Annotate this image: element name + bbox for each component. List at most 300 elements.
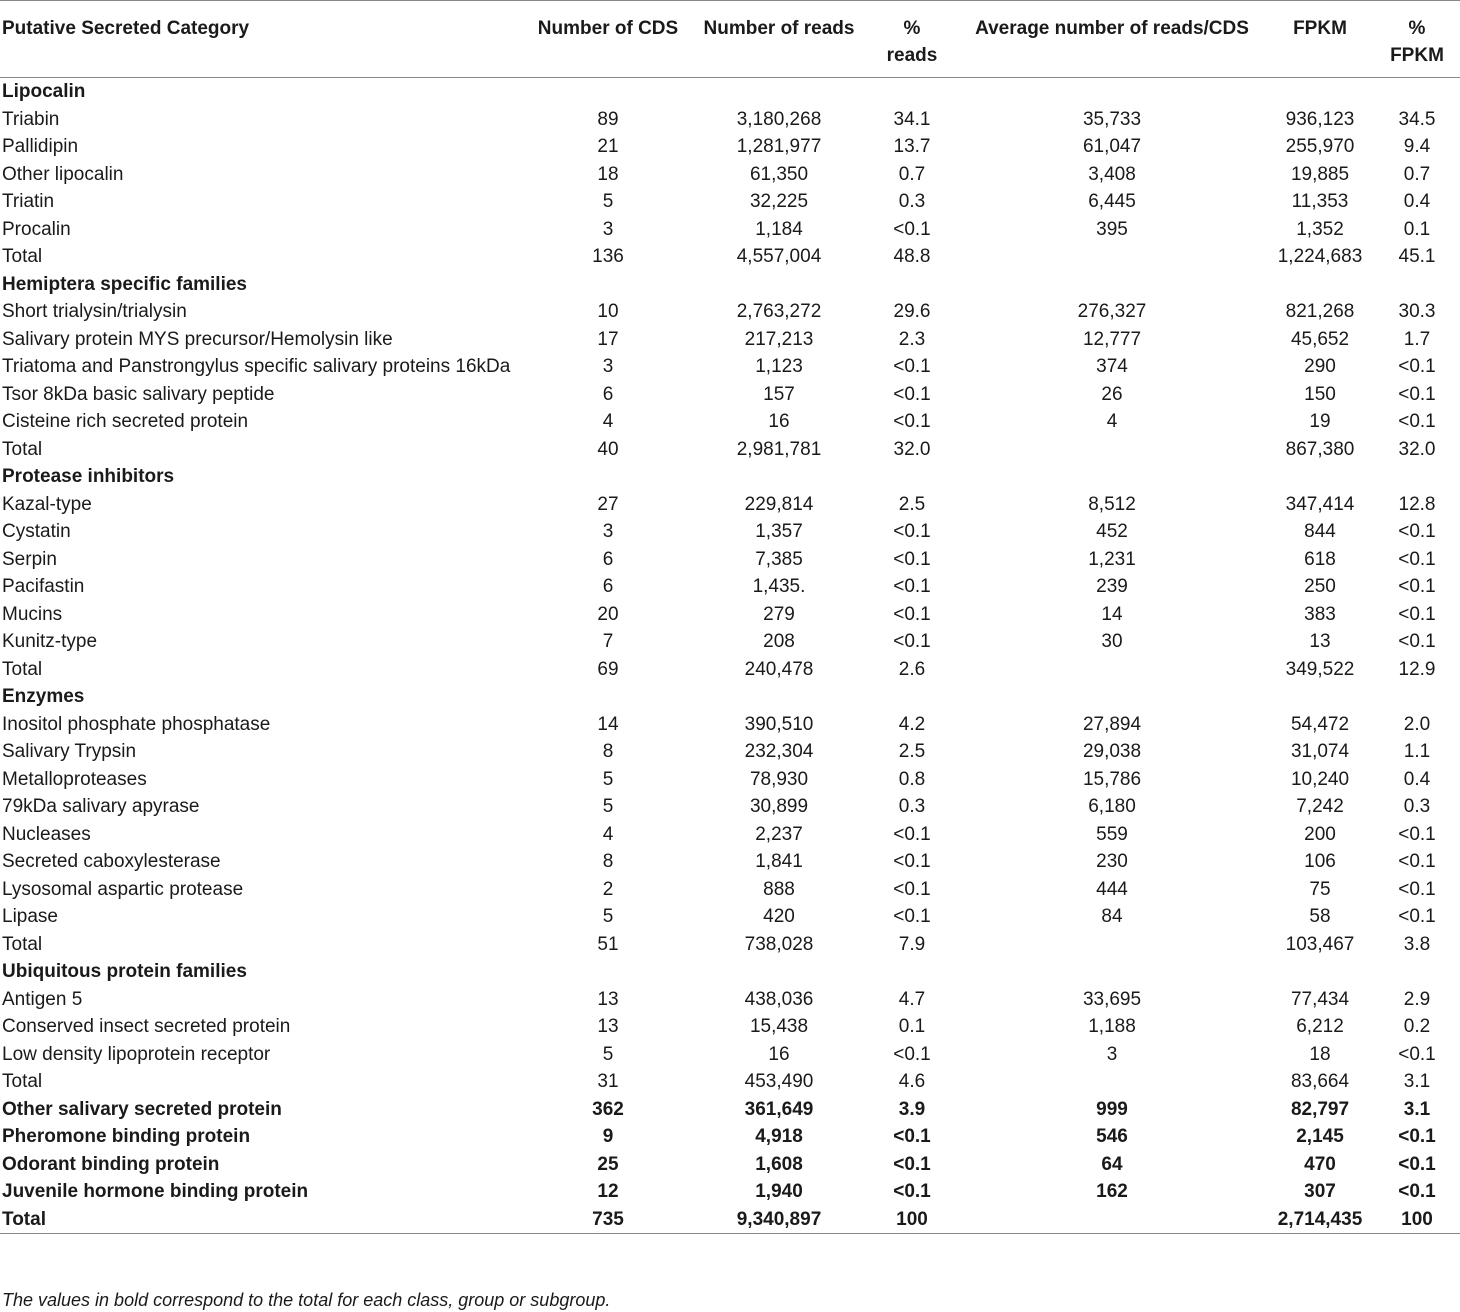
cell-cds: 89 (597, 108, 619, 130)
table-row (0, 1206, 1460, 1234)
cell-fpkm: 11,353 (1291, 191, 1349, 212)
cell-fpkm: 82,797 (1290, 1098, 1350, 1120)
cell-avg (958, 243, 1266, 271)
cell-reads: 2,237 (755, 823, 803, 845)
cell-pct-reads: <0.1 (893, 411, 931, 432)
cell-name: Procalin (2, 218, 71, 240)
cell-pct-fpkm (1374, 78, 1460, 106)
cell-cds: 6 (602, 383, 614, 405)
cell-pct-reads: 7.9 (898, 933, 926, 955)
header-pct-reads-line2: reads (886, 45, 938, 66)
cell-reads: 2,981,781 (736, 438, 822, 460)
cell-avg: 374 (1096, 356, 1128, 377)
cell-name: Antigen 5 (2, 988, 83, 1010)
cell-name: Tsor 8kDa basic salivary peptide (2, 383, 275, 405)
cell-name: Nucleases (2, 823, 91, 845)
cell-pct-fpkm: 2.9 (1403, 988, 1431, 1010)
cell-cds: 5 (602, 1043, 614, 1065)
cell-pct-fpkm: 9.4 (1403, 136, 1431, 157)
cell-pct-reads: 32.0 (893, 438, 931, 460)
table-row (0, 1013, 1460, 1041)
cell-cds: 3 (602, 521, 614, 542)
cell-pct-reads: 13.7 (893, 136, 931, 157)
table-row (0, 216, 1460, 244)
cell-name: Conserved insect secreted protein (2, 1016, 291, 1037)
cell-name: Protease inhibitors (2, 466, 175, 487)
cell-pct-reads: <0.1 (893, 548, 931, 570)
table-row (0, 628, 1460, 656)
cell-avg: 61,047 (1082, 136, 1142, 157)
cell-pct-reads: 4.6 (898, 1071, 926, 1092)
table-row (0, 326, 1460, 354)
cell-fpkm: 867,380 (1285, 438, 1355, 460)
cell-pct-fpkm (1374, 271, 1460, 299)
cell-pct-fpkm: <0.1 (1398, 576, 1436, 597)
cell-cds: 17 (597, 328, 619, 350)
cell-reads: 361,649 (744, 1098, 814, 1120)
cell-name: Total (2, 658, 43, 680)
cell-name: Cystatin (2, 521, 71, 542)
cell-name: Secreted caboxylesterase (2, 851, 221, 872)
cell-pct-reads: <0.1 (893, 1181, 931, 1202)
cell-name: Cisteine rich secreted protein (2, 411, 249, 432)
cell-avg: 15,786 (1082, 768, 1142, 790)
cell-pct-fpkm: 0.1 (1403, 218, 1431, 240)
cell-reads: 16 (768, 1043, 790, 1065)
cell-reads: 3,180,268 (736, 108, 822, 130)
cell-avg: 12,777 (1082, 328, 1142, 350)
cell-pct-reads: 4.2 (898, 713, 926, 735)
cell-fpkm (1266, 78, 1374, 106)
table-row (0, 133, 1460, 161)
cell-name: Total (2, 438, 43, 460)
table-row (0, 243, 1460, 271)
table-row (0, 738, 1460, 766)
cell-avg: 6,445 (1088, 191, 1136, 212)
cell-avg: 30 (1101, 631, 1123, 652)
cell-avg: 239 (1096, 576, 1128, 597)
cell-pct-reads: 0.1 (898, 1016, 926, 1037)
cell-reads: 240,478 (744, 658, 814, 680)
cell-pct-reads: <0.1 (893, 356, 931, 377)
cell-avg: 1,188 (1088, 1016, 1136, 1037)
cell-fpkm: 31,074 (1290, 741, 1350, 762)
cell-reads: 390,510 (744, 713, 814, 735)
cell-pct-reads (866, 683, 958, 711)
cell-reads: 32,225 (749, 191, 809, 212)
cell-avg: 395 (1096, 218, 1128, 240)
table-row (0, 546, 1460, 574)
cell-cds: 3 (602, 356, 614, 377)
cell-cds (524, 683, 692, 711)
cell-reads: 208 (763, 631, 795, 652)
cell-avg (958, 1068, 1266, 1096)
cell-pct-fpkm: <0.1 (1398, 1153, 1436, 1175)
cell-avg: 452 (1096, 521, 1128, 542)
cell-reads: 420 (763, 906, 795, 927)
cell-pct-fpkm: <0.1 (1398, 878, 1436, 900)
cell-pct-reads (866, 78, 958, 106)
cell-pct-reads: <0.1 (893, 521, 931, 542)
cell-pct-fpkm: <0.1 (1398, 1043, 1436, 1065)
cell-cds: 7 (602, 631, 614, 652)
cell-reads (692, 271, 866, 299)
table-row (0, 436, 1460, 464)
table-row (0, 711, 1460, 739)
cell-reads: 7,385 (755, 548, 803, 570)
cell-cds (524, 463, 692, 491)
cell-pct-reads: <0.1 (893, 218, 931, 240)
cell-pct-reads: <0.1 (893, 851, 931, 872)
cell-fpkm: 618 (1304, 548, 1336, 570)
cell-pct-reads: 2.5 (898, 493, 926, 515)
cell-avg (958, 271, 1266, 299)
cell-fpkm: 1,224,683 (1277, 246, 1363, 267)
cell-cds: 362 (592, 1098, 624, 1120)
cell-pct-reads: 100 (866, 1206, 958, 1234)
table-row (0, 656, 1460, 684)
header-row (0, 1, 1460, 78)
cell-reads: 157 (763, 383, 795, 405)
cell-avg: 29,038 (1082, 741, 1142, 762)
cell-reads: 4,557,004 (736, 246, 822, 267)
cell-cds: 5 (602, 191, 614, 212)
cell-reads: 61,350 (749, 163, 809, 185)
cell-pct-fpkm: 3.8 (1403, 933, 1431, 955)
header-fpkm: FPKM (1266, 1, 1374, 78)
cell-pct-reads: <0.1 (893, 1126, 931, 1147)
cell-avg: 84 (1101, 906, 1123, 927)
cell-avg (958, 78, 1266, 106)
cell-name: Salivary protein MYS precursor/Hemolysin like (2, 328, 393, 350)
cell-cds: 9 (602, 1126, 614, 1147)
cell-name: Ubiquitous protein families (2, 961, 247, 982)
cell-pct-fpkm: <0.1 (1398, 823, 1436, 845)
header-avg: Average number of reads/CDS (958, 1, 1266, 78)
cell-name: Pheromone binding protein (2, 1126, 251, 1147)
cell-cds: 10 (597, 301, 619, 322)
cell-name: Lipocalin (2, 81, 86, 102)
cell-reads: 78,930 (749, 768, 809, 790)
cell-cds: 4 (602, 411, 614, 432)
cell-fpkm: 349,522 (1285, 658, 1355, 680)
cell-avg: 1,231 (1088, 548, 1136, 570)
header-pct-reads-line1: % (903, 18, 921, 39)
cell-fpkm (1266, 463, 1374, 491)
cell-fpkm: 75 (1309, 878, 1331, 900)
cell-pct-reads: <0.1 (893, 878, 931, 900)
cell-name: Kazal-type (2, 493, 92, 515)
cell-pct-fpkm: 3.1 (1403, 1098, 1431, 1120)
cell-name: Lysosomal aspartic protease (2, 878, 244, 900)
cell-pct-fpkm: <0.1 (1398, 1126, 1436, 1147)
cell-name: Mucins (2, 603, 63, 625)
cell-name: Juvenile hormone binding protein (2, 1181, 309, 1202)
cell-pct-fpkm: 45.1 (1398, 246, 1436, 267)
cell-name: Enzymes (2, 686, 85, 707)
table-row (0, 1041, 1460, 1069)
cell-reads (692, 683, 866, 711)
cell-fpkm: 10,240 (1290, 768, 1350, 790)
table-row (0, 161, 1460, 189)
table-row (0, 876, 1460, 904)
cell-cds: 5 (602, 906, 614, 927)
header-cds: Number of CDS (524, 1, 692, 78)
cell-avg: 162 (1096, 1181, 1128, 1202)
table-row (0, 298, 1460, 326)
cell-cds: 6 (602, 548, 614, 570)
cell-fpkm: 383 (1304, 603, 1336, 625)
cell-fpkm: 844 (1304, 521, 1336, 542)
cell-pct-reads: <0.1 (893, 603, 931, 625)
header-pct-fpkm-line1: % (1408, 18, 1426, 39)
cell-reads: 30,899 (749, 796, 809, 817)
cell-pct-reads: 48.8 (893, 246, 931, 267)
cell-reads: 229,814 (744, 493, 814, 515)
cell-avg: 276,327 (1077, 301, 1147, 322)
cell-fpkm: 77,434 (1290, 988, 1350, 1010)
cell-fpkm: 2,714,435 (1266, 1206, 1374, 1234)
table-row (0, 353, 1460, 381)
cell-pct-fpkm: 0.7 (1403, 163, 1431, 185)
cell-cds: 27 (597, 493, 619, 515)
cell-fpkm: 103,467 (1285, 933, 1355, 955)
cell-reads: 438,036 (744, 988, 814, 1010)
cell-name: Serpin (2, 548, 57, 570)
cell-avg: 33,695 (1082, 988, 1142, 1010)
cell-name: Pacifastin (2, 576, 85, 597)
cell-name: Total (2, 933, 43, 955)
cell-cds: 2 (602, 878, 614, 900)
cell-fpkm: 13 (1309, 631, 1331, 652)
cell-pct-reads (866, 463, 958, 491)
cell-pct-fpkm: <0.1 (1398, 631, 1436, 652)
cell-pct-fpkm: 30.3 (1398, 301, 1436, 322)
cell-pct-reads: 3.9 (898, 1098, 926, 1120)
cell-fpkm: 821,268 (1285, 301, 1355, 322)
table-row (0, 78, 1460, 106)
cell-fpkm: 250 (1304, 576, 1336, 597)
cell-reads: 1,184 (755, 218, 803, 240)
cell-reads (692, 463, 866, 491)
cell-reads: 16 (768, 411, 790, 432)
cell-pct-reads: 0.8 (898, 768, 926, 790)
cell-avg: 35,733 (1082, 108, 1142, 130)
cell-pct-reads: <0.1 (893, 1153, 931, 1175)
cell-pct-reads: <0.1 (893, 1043, 931, 1065)
cell-reads: 15,438 (749, 1016, 809, 1037)
cell-avg: 3 (1106, 1043, 1118, 1065)
cell-fpkm: 150 (1304, 383, 1336, 405)
table-row (0, 491, 1460, 519)
cell-pct-fpkm (1374, 958, 1460, 986)
cell-pct-fpkm: 12.9 (1398, 658, 1436, 680)
cell-fpkm: 18 (1309, 1043, 1331, 1065)
cell-fpkm: 106 (1304, 851, 1336, 872)
cell-avg (958, 931, 1266, 959)
cell-fpkm: 470 (1304, 1153, 1336, 1175)
cell-pct-fpkm: 0.2 (1403, 1016, 1431, 1037)
cell-pct-fpkm: <0.1 (1398, 521, 1436, 542)
table-row (0, 958, 1460, 986)
table-row (0, 683, 1460, 711)
cell-name: Triabin (2, 108, 60, 130)
cell-cds: 51 (597, 933, 619, 955)
cell-pct-fpkm: 1.1 (1403, 741, 1431, 762)
cell-pct-reads: <0.1 (893, 576, 931, 597)
table-row (0, 518, 1460, 546)
table-row (0, 793, 1460, 821)
cell-pct-fpkm: <0.1 (1398, 906, 1436, 927)
cell-name: Pallidipin (2, 136, 79, 157)
cell-name: Lipase (2, 906, 58, 927)
cell-fpkm (1266, 958, 1374, 986)
cell-pct-reads (866, 271, 958, 299)
cell-fpkm: 19,885 (1290, 163, 1350, 185)
cell-reads: 1,940 (755, 1181, 803, 1202)
table-row (0, 986, 1460, 1014)
cell-name: Low density lipoprotein receptor (2, 1043, 271, 1065)
table-row (0, 188, 1460, 216)
cell-reads: 1,841 (755, 851, 803, 872)
cell-avg: 4 (1106, 411, 1118, 432)
cell-name: Triatin (2, 191, 55, 212)
cell-reads (692, 78, 866, 106)
cell-reads: 2,763,272 (736, 301, 822, 322)
table-row (0, 408, 1460, 436)
cell-pct-fpkm: 32.0 (1398, 438, 1436, 460)
cell-cds: 14 (597, 713, 619, 735)
cell-cds: 6 (602, 576, 614, 597)
cell-cds (524, 958, 692, 986)
cell-reads: 1,281,977 (736, 136, 822, 157)
cell-avg (958, 436, 1266, 464)
cell-pct-reads: 34.1 (893, 108, 931, 130)
cell-reads: 888 (763, 878, 795, 900)
cell-fpkm: 936,123 (1285, 108, 1355, 130)
cell-cds: 3 (602, 218, 614, 240)
table-row (0, 821, 1460, 849)
header-pct-fpkm-line2: FPKM (1390, 45, 1444, 66)
cell-pct-reads: <0.1 (893, 631, 931, 652)
cell-name: Odorant binding protein (2, 1153, 220, 1175)
cell-pct-reads: 2.6 (898, 658, 926, 680)
cell-reads: 279 (763, 603, 795, 625)
table-row (0, 903, 1460, 931)
cell-fpkm: 2,145 (1296, 1126, 1344, 1147)
cell-cds: 735 (524, 1206, 692, 1234)
cell-avg (958, 683, 1266, 711)
table-row (0, 848, 1460, 876)
header-pct-reads (866, 1, 958, 78)
cell-pct-reads: 0.7 (898, 163, 926, 185)
cell-pct-reads: <0.1 (893, 823, 931, 845)
cell-reads: 4,918 (755, 1126, 803, 1147)
cell-pct-reads: 0.3 (898, 796, 926, 817)
table-row (0, 271, 1460, 299)
cell-fpkm: 347,414 (1285, 493, 1355, 515)
cell-reads: 1,608 (755, 1153, 803, 1175)
table-row (0, 463, 1460, 491)
table-row (0, 601, 1460, 629)
cell-pct-reads: <0.1 (893, 383, 931, 405)
cell-fpkm (1266, 683, 1374, 711)
cell-avg: 999 (1096, 1098, 1128, 1120)
cell-fpkm: 58 (1309, 906, 1331, 927)
cell-name: Metalloproteases (2, 768, 147, 790)
cell-cds: 4 (602, 823, 614, 845)
cell-pct-reads: 2.3 (898, 328, 926, 350)
cell-pct-fpkm (1374, 463, 1460, 491)
cell-fpkm: 307 (1304, 1181, 1336, 1202)
cell-reads: 738,028 (744, 933, 814, 955)
cell-cds: 5 (602, 796, 614, 817)
cell-name: Total (0, 1206, 524, 1234)
cell-name: Other lipocalin (2, 163, 124, 185)
cell-pct-fpkm: 3.1 (1403, 1071, 1431, 1092)
cell-pct-fpkm (1374, 683, 1460, 711)
cell-cds: 69 (597, 658, 619, 680)
cell-avg: 14 (1101, 603, 1123, 625)
cell-avg: 230 (1096, 851, 1128, 872)
cell-cds: 18 (597, 163, 619, 185)
cell-name: Triatoma and Panstrongylus specific salivary proteins 16kDa (2, 356, 511, 377)
cell-reads: 1,435. (752, 576, 806, 597)
cell-pct-fpkm: <0.1 (1398, 548, 1436, 570)
table-row (0, 931, 1460, 959)
cell-cds: 5 (602, 768, 614, 790)
cell-avg: 26 (1101, 383, 1123, 405)
table-header (0, 1, 1460, 78)
cell-fpkm: 6,212 (1296, 1016, 1344, 1037)
cell-avg: 6,180 (1088, 796, 1136, 817)
table-row (0, 573, 1460, 601)
cell-cds: 21 (597, 136, 619, 157)
cell-reads (692, 958, 866, 986)
cell-pct-reads: <0.1 (893, 906, 931, 927)
cell-name: Kunitz-type (2, 631, 98, 652)
cell-cds: 13 (597, 988, 619, 1010)
cell-fpkm: 19 (1309, 411, 1331, 432)
header-pct-fpkm (1374, 1, 1460, 78)
cell-reads: 217,213 (744, 328, 814, 350)
cell-reads: 9,340,897 (692, 1206, 866, 1234)
cell-cds: 8 (602, 741, 614, 762)
table-row (0, 1096, 1460, 1124)
cell-pct-fpkm: <0.1 (1398, 603, 1436, 625)
cell-name: Inositol phosphate phosphatase (2, 713, 271, 735)
cell-pct-reads: 4.7 (898, 988, 926, 1010)
cell-pct-fpkm: <0.1 (1398, 851, 1436, 872)
header-reads: Number of reads (692, 1, 866, 78)
cell-cds: 136 (592, 246, 624, 267)
cell-cds: 8 (602, 851, 614, 872)
cell-pct-fpkm: 2.0 (1403, 713, 1431, 735)
cell-pct-reads: 0.3 (898, 191, 926, 212)
cell-cds (524, 78, 692, 106)
cell-pct-fpkm: <0.1 (1398, 356, 1436, 377)
cell-cds: 40 (597, 438, 619, 460)
cell-fpkm: 200 (1304, 823, 1336, 845)
table-row (0, 1068, 1460, 1096)
cell-reads: 232,304 (744, 741, 814, 762)
cell-avg (958, 656, 1266, 684)
cell-reads: 453,490 (744, 1071, 814, 1092)
cell-name: 79kDa salivary apyrase (2, 796, 200, 817)
cell-cds: 25 (597, 1153, 619, 1175)
cell-fpkm: 45,652 (1290, 328, 1350, 350)
cell-pct-fpkm: 12.8 (1398, 493, 1436, 515)
